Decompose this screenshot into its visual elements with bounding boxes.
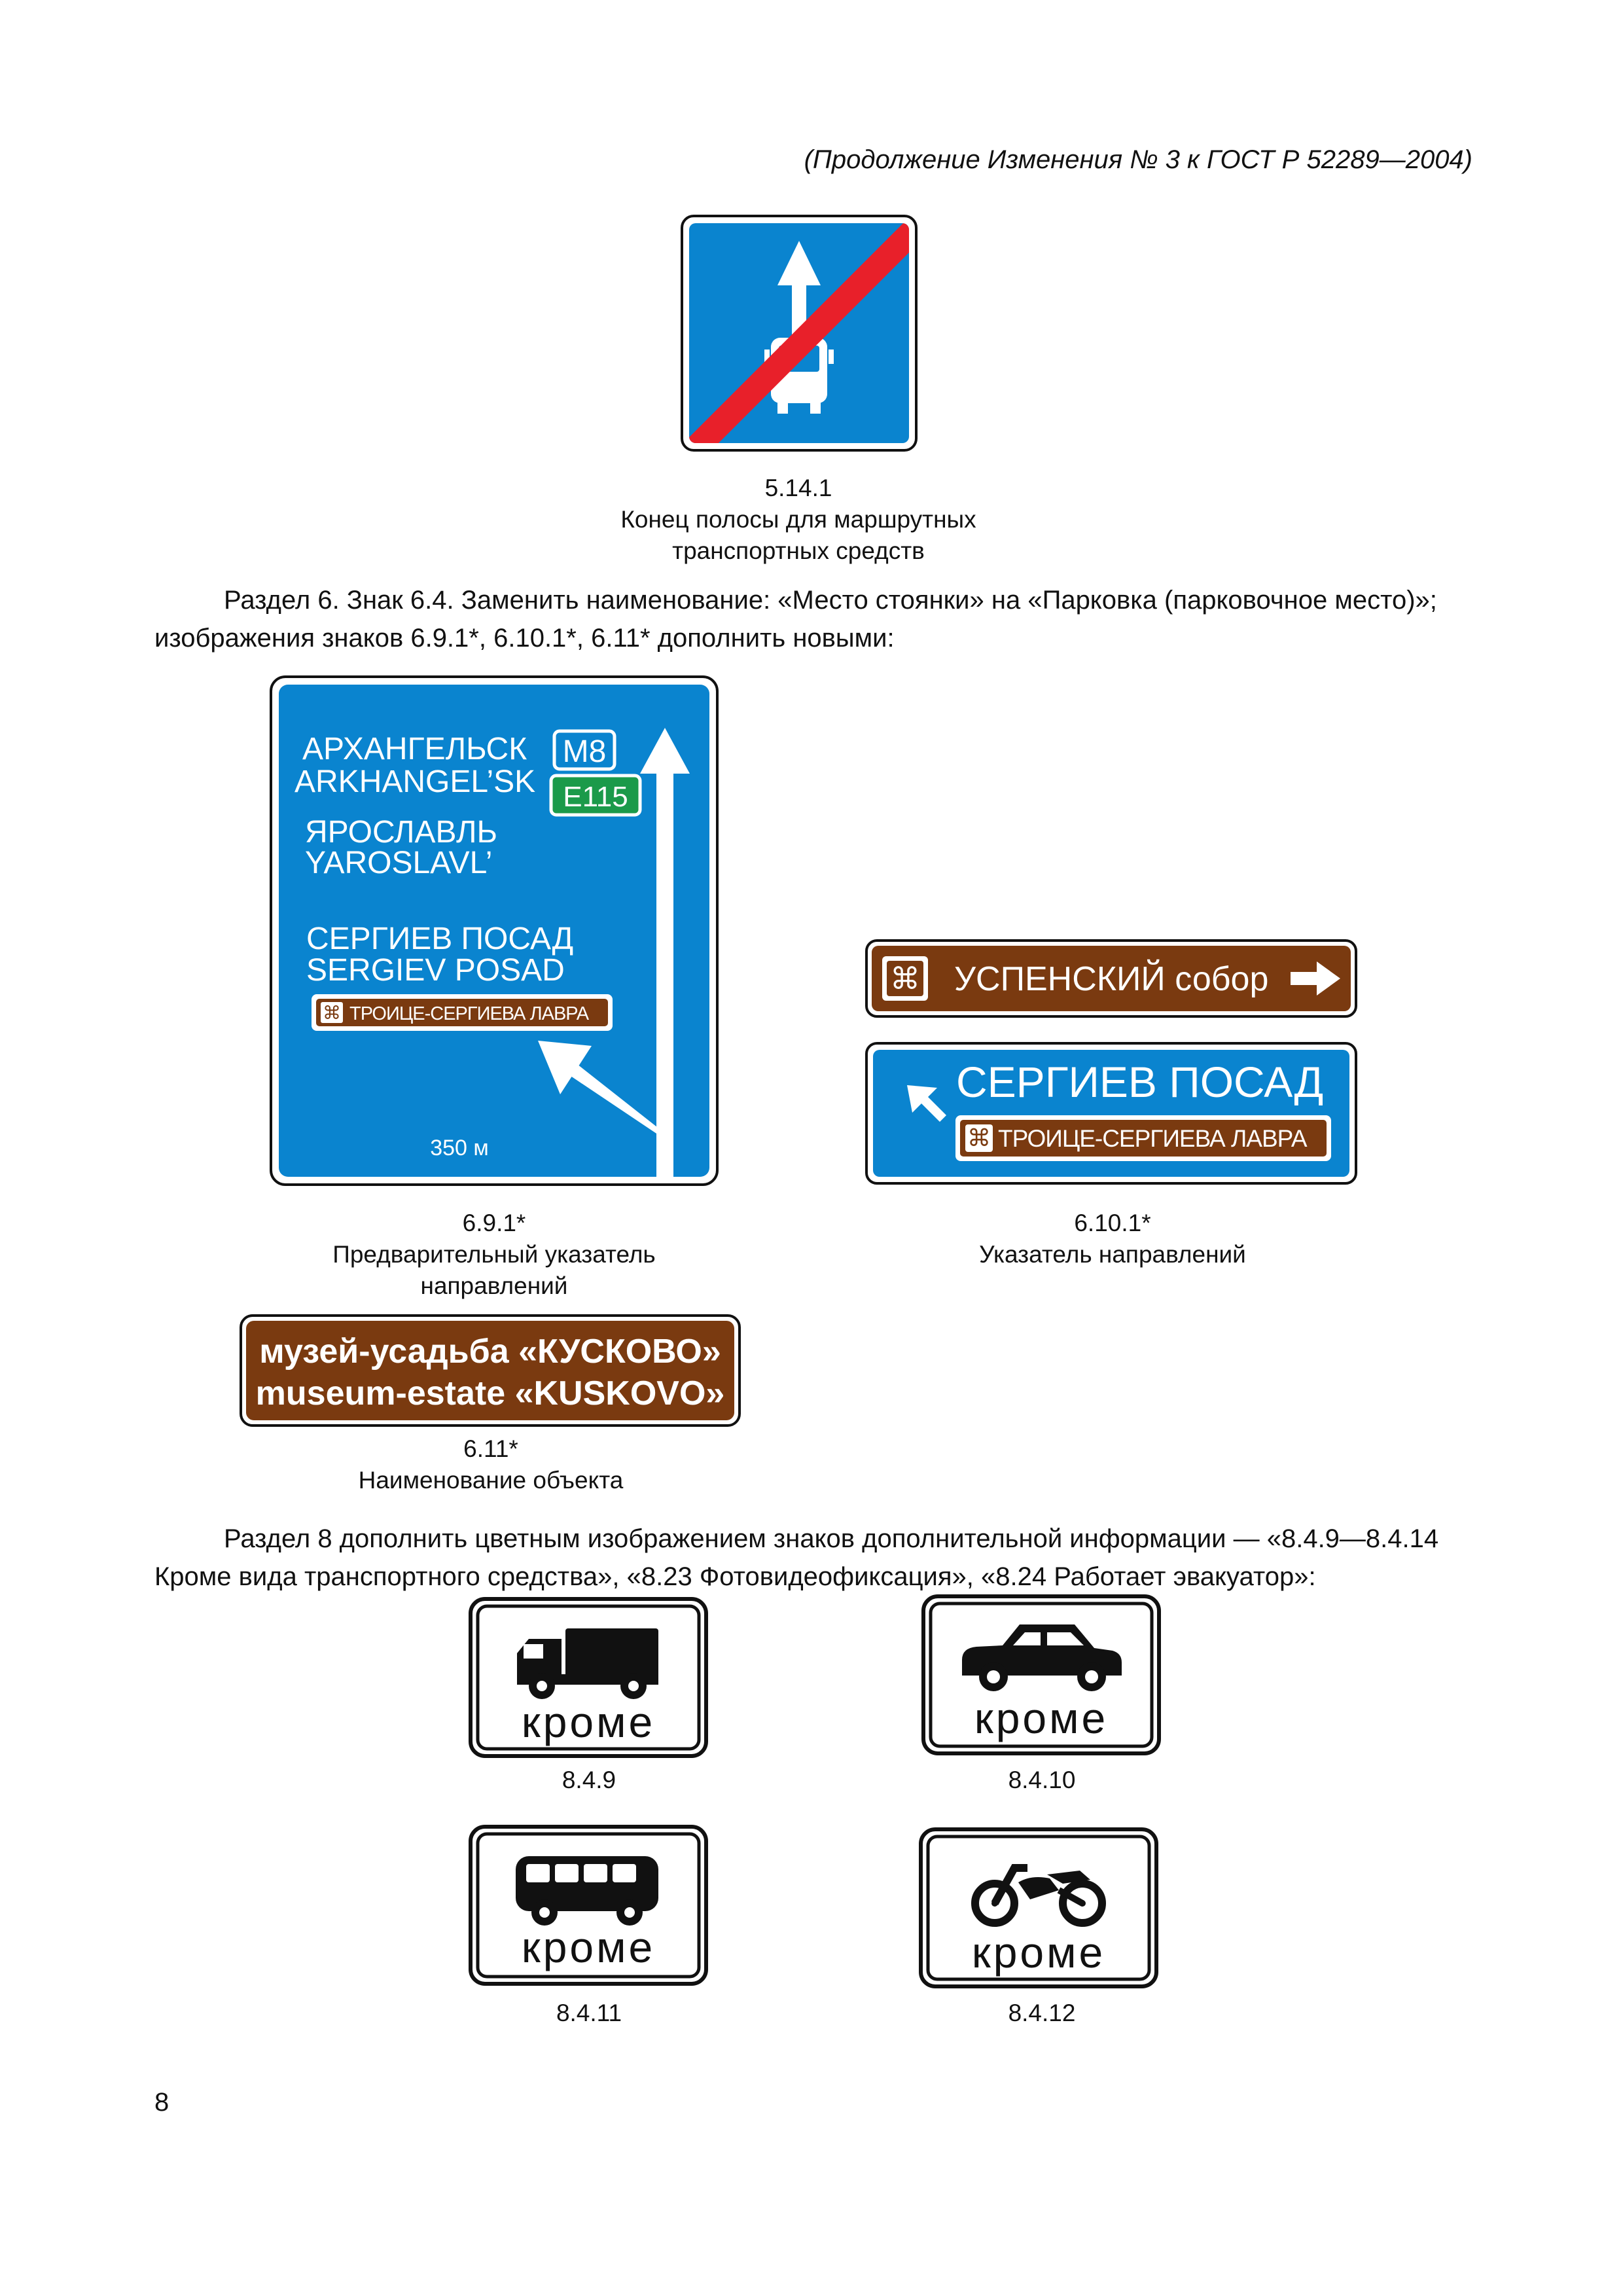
sign-6-11 — [240, 1314, 741, 1427]
running-header: (Продолжение Изменения № 3 к ГОСТ Р 52289—2004) — [804, 145, 1472, 174]
attraction-lavra: ТРОИЦЕ-СЕРГИЕВА ЛАВРА — [998, 1125, 1307, 1152]
museum-name-en: museum-estate «KUSKOVO» — [255, 1374, 725, 1412]
uspensky-sobor-text: УСПЕНСКИЙ собор — [954, 960, 1269, 998]
sign-caption-6-9-1-line1: Предварительный указатель — [332, 1241, 656, 1268]
sign-6-10-1-bottom — [865, 1042, 1357, 1185]
sign-number-6-11: 6.11* — [463, 1435, 518, 1462]
except-text: кроме — [521, 1698, 656, 1746]
except-text: кроме — [971, 1928, 1106, 1977]
place-of-interest-icon: ⌘ — [967, 1124, 991, 1151]
plate-8-4-12 — [919, 1827, 1158, 1988]
plate-number-8-4-10: 8.4.10 — [1008, 1767, 1076, 1793]
paragraph-section8 — [154, 1520, 1470, 1596]
distance-label: 350 м — [430, 1136, 489, 1160]
city-sergiev-posad-ru: СЕРГИЕВ ПОСАД — [306, 922, 574, 956]
sergiev-posad-title: СЕРГИЕВ ПОСАД — [956, 1058, 1324, 1106]
city-arkhangelsk-en: ARKHANGEL’SK — [294, 764, 536, 799]
sign-5-14-1 — [681, 215, 918, 452]
paragraph-line: Раздел 8 дополнить цветным изображением знаков дополнительной информации — «8.4.9—8.4.14 — [224, 1524, 1439, 1553]
city-yaroslavl-en: YAROSLAVL’ — [305, 846, 493, 880]
sign-caption-6-9-1-line2: направлений — [420, 1272, 568, 1299]
place-of-interest-icon: ⌘ — [890, 961, 920, 996]
except-text: кроме — [521, 1923, 656, 1971]
paragraph-section6 — [154, 581, 1470, 657]
sign-6-9-1 — [270, 675, 719, 1186]
page-number: 8 — [154, 2088, 169, 2117]
sign-caption-6-11: Наименование объекта — [358, 1467, 624, 1494]
sign-number-6-9-1: 6.9.1* — [462, 1210, 526, 1236]
paragraph-line: изображения знаков 6.9.1*, 6.10.1*, 6.11* дополнить новыми: — [154, 624, 895, 653]
straight-arrow-icon — [656, 767, 673, 1179]
place-of-interest-icon: ⌘ — [323, 1003, 341, 1023]
plate-8-4-9 — [469, 1597, 708, 1758]
sign-number-5-14-1: 5.14.1 — [764, 475, 832, 501]
plate-number-8-4-11: 8.4.11 — [556, 2000, 622, 2026]
paragraph-line: Раздел 6. Знак 6.4. Заменить наименование: «Место стоянки» на «Парковка (парковочное место)»; — [224, 586, 1437, 615]
plate-number-8-4-12: 8.4.12 — [1008, 2000, 1076, 2026]
plate-number-8-4-9: 8.4.9 — [562, 1767, 616, 1793]
sign-caption-6-10-1: Указатель направлений — [979, 1241, 1246, 1268]
route-m8: M8 — [562, 734, 607, 769]
city-yaroslavl-ru: ЯРОСЛАВЛЬ — [305, 815, 498, 850]
attraction-lavra: ТРОИЦЕ-СЕРГИЕВА ЛАВРА — [349, 1003, 589, 1024]
museum-name-ru: музей-усадьба «КУСКОВО» — [259, 1333, 721, 1371]
city-sergiev-posad-en: SERGIEV POSAD — [306, 953, 565, 988]
except-text: кроме — [974, 1694, 1109, 1742]
sign-6-10-1-top — [865, 939, 1357, 1018]
paragraph-line: Кроме вида транспортного средства», «8.23 Фотовидеофиксация», «8.24 Работает эвакуатор»: — [154, 1562, 1316, 1591]
city-arkhangelsk-ru: АРХАНГЕЛЬСК — [302, 732, 527, 766]
sign-caption-5-14-1-line1: Конец полосы для маршрутных — [620, 506, 976, 533]
sign-number-6-10-1: 6.10.1* — [1074, 1210, 1151, 1236]
sign-caption-5-14-1-line2: транспортных средств — [672, 537, 925, 564]
plate-8-4-11 — [469, 1825, 708, 1986]
plate-8-4-10 — [921, 1594, 1161, 1755]
route-e115: E115 — [563, 781, 628, 813]
